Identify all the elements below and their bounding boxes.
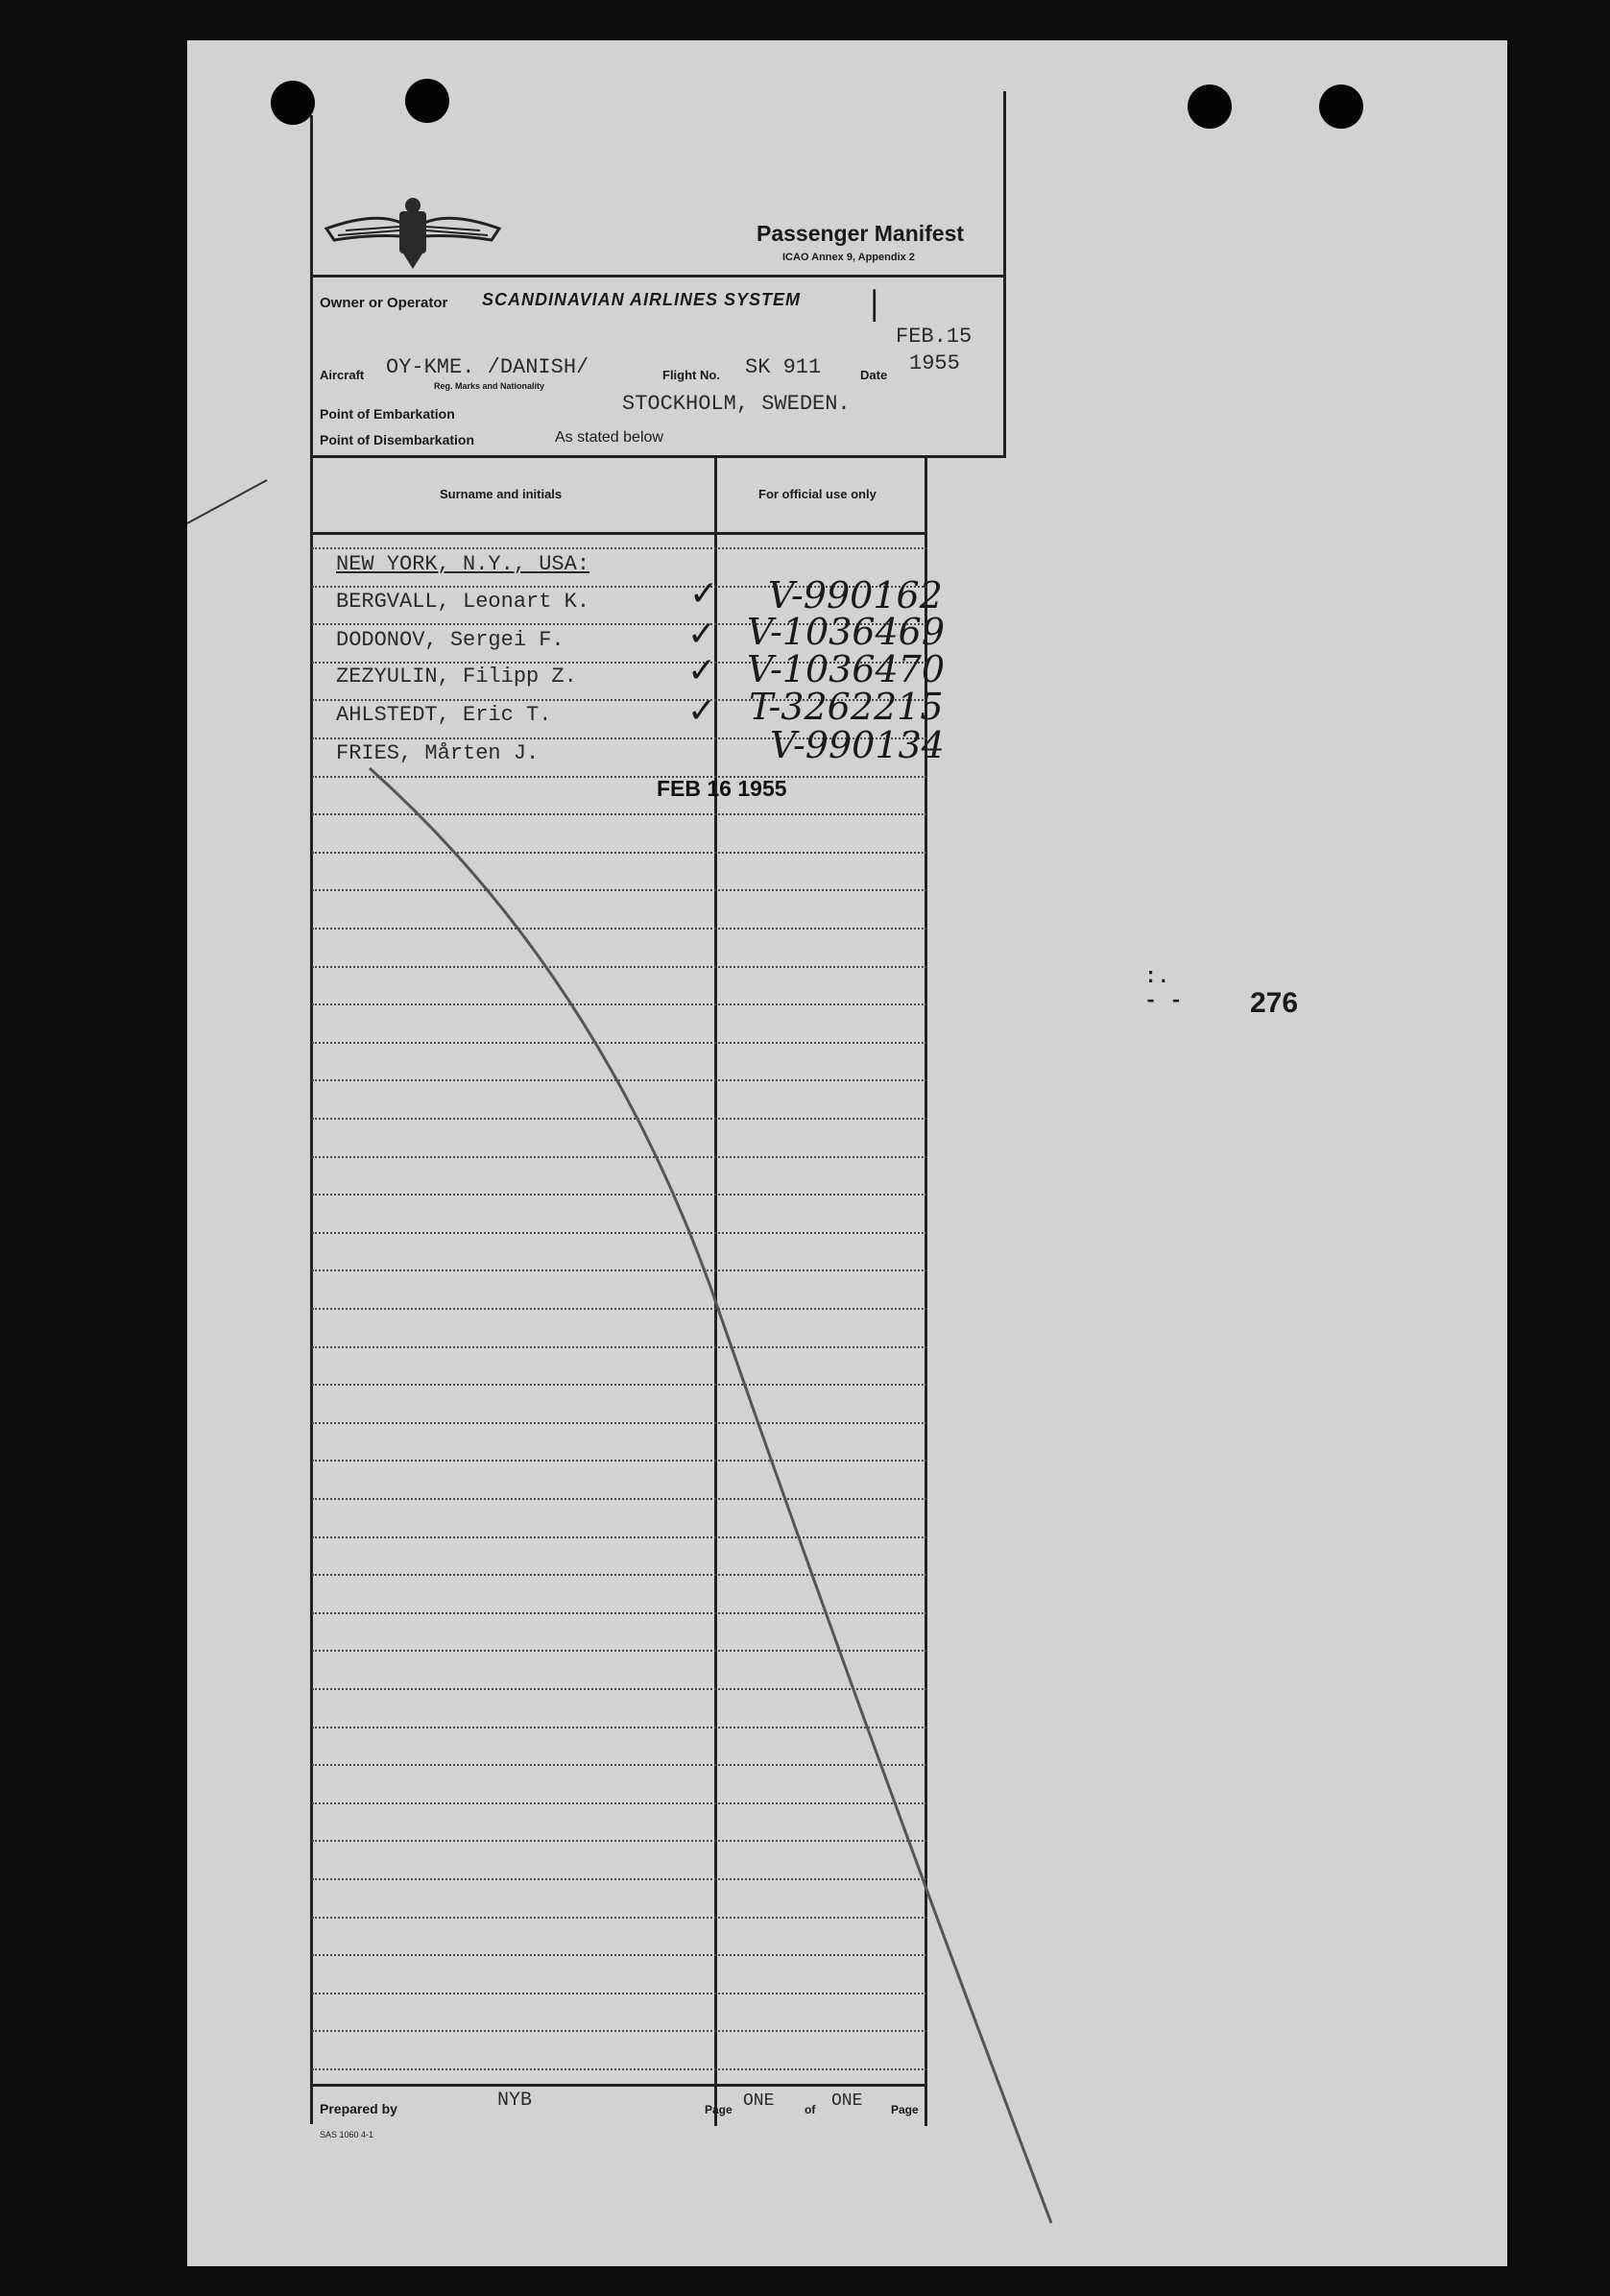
date-stamp: FEB 16 1955 (657, 776, 787, 801)
official-number: V-1036469 (747, 611, 946, 653)
col-header-name: Surname and initials (440, 487, 563, 501)
embark-value: STOCKHOLM, SWEDEN. (622, 392, 851, 416)
date-value-month-day: FEB.15 (896, 325, 973, 349)
date-label: Date (860, 368, 888, 382)
of-value: ONE (831, 2091, 863, 2111)
flight-value: SK 911 (745, 355, 822, 379)
prepared-value: NYB (497, 2090, 533, 2112)
official-number: V-990162 (768, 574, 943, 616)
check-mark-icon: ✓ (687, 691, 717, 731)
check-mark-icon: ✓ (687, 615, 717, 654)
page-label: Page (705, 2103, 733, 2116)
flight-label: Flight No. (662, 368, 720, 382)
destination-heading: NEW YORK, N.Y., USA: (336, 552, 590, 576)
owner-mark: | (869, 284, 880, 323)
passenger-name: DODONOV, Sergei F. (336, 628, 565, 652)
page-end-label: Page (891, 2103, 919, 2116)
passenger-name: AHLSTEDT, Eric T. (336, 703, 552, 727)
form-number: SAS 1060 4-1 (320, 2130, 374, 2139)
official-number: V-1036470 (747, 648, 946, 690)
official-number: T-3262215 (749, 686, 944, 728)
aircraft-sublabel: Reg. Marks and Nationality (434, 381, 545, 391)
prepared-label: Prepared by (320, 2101, 397, 2116)
passenger-name: ZEZYULIN, Filipp Z. (336, 665, 577, 689)
date-value-year: 1955 (909, 351, 960, 375)
disembark-label: Point of Disembarkation (320, 432, 475, 447)
aircraft-label: Aircraft (320, 368, 365, 382)
aircraft-value: OY-KME. /DANISH/ (386, 355, 589, 379)
owner-value: SCANDINAVIAN AIRLINES SYSTEM (482, 290, 802, 309)
form-title: Passenger Manifest (757, 221, 965, 246)
passenger-name: BERGVALL, Leonart K. (336, 590, 590, 614)
form-subtitle: ICAO Annex 9, Appendix 2 (782, 252, 915, 263)
owner-label: Owner or Operator (320, 295, 448, 311)
embark-label: Point of Embarkation (320, 406, 455, 422)
of-label: of (805, 2103, 816, 2116)
side-page-number: 276 (1250, 987, 1299, 1019)
disembark-value: As stated below (555, 429, 663, 446)
official-number: V-990134 (770, 724, 945, 766)
page-value: ONE (743, 2091, 775, 2111)
check-mark-icon: ✓ (689, 574, 719, 614)
side-dots: :. - - (1144, 965, 1183, 1013)
passenger-name: FRIES, Mårten J. (336, 741, 540, 765)
col-header-official: For official use only (758, 487, 877, 501)
check-mark-icon: ✓ (687, 651, 717, 690)
